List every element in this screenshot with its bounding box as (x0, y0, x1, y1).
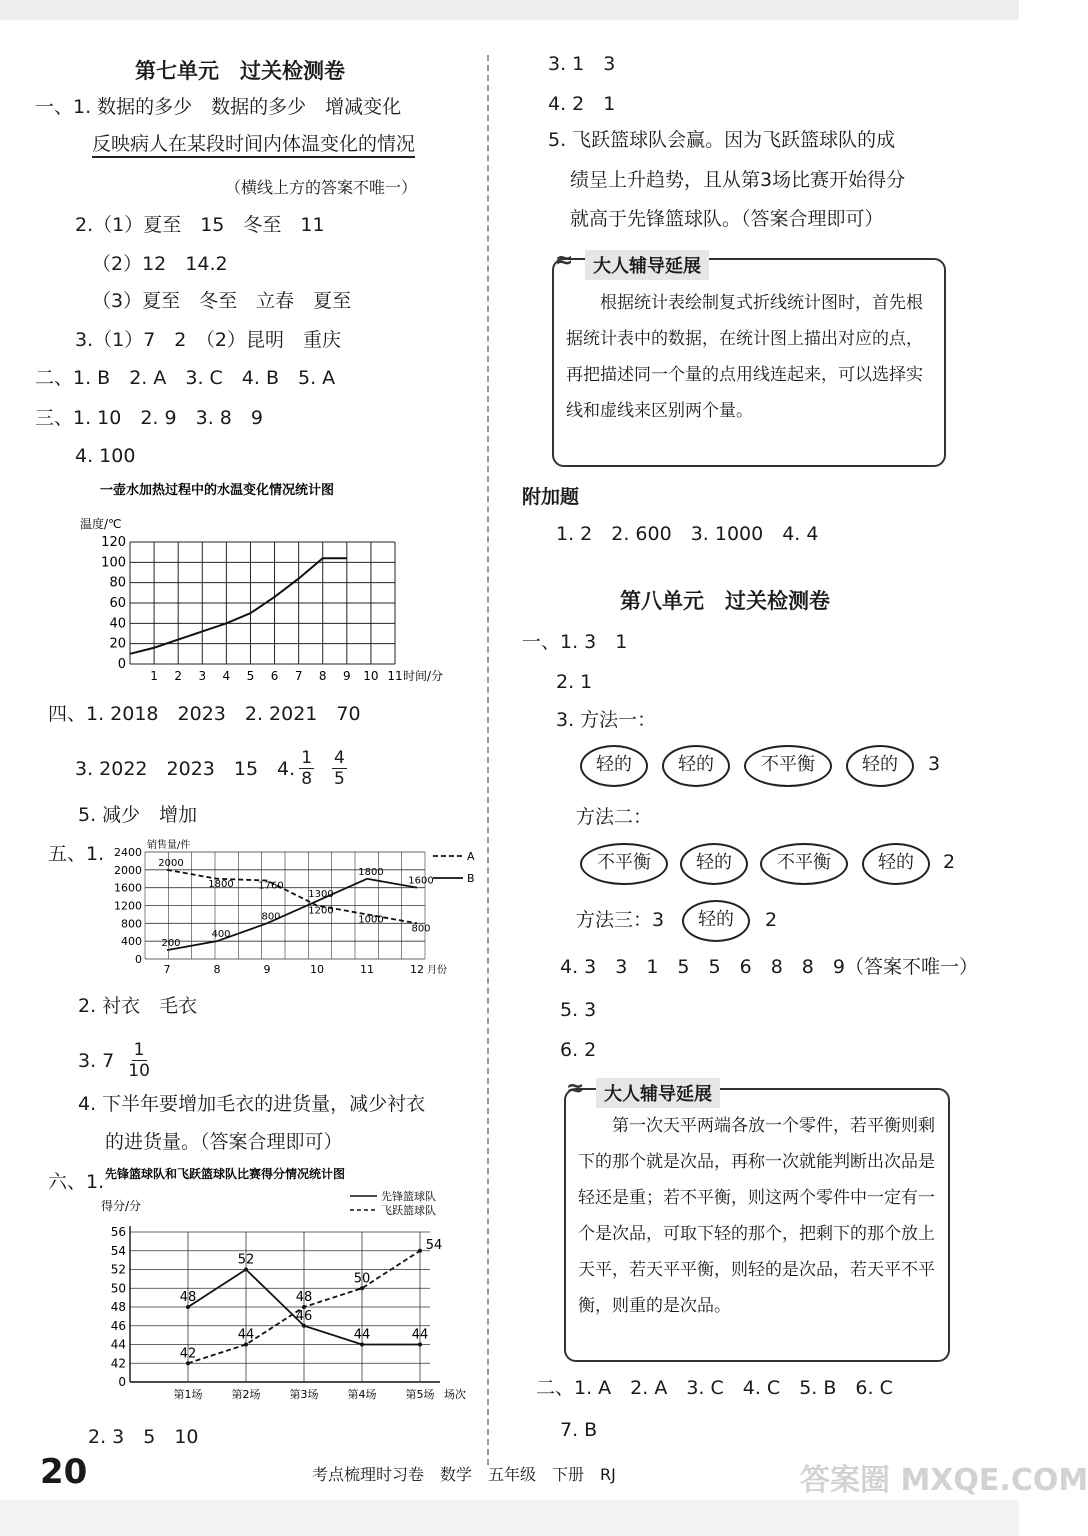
tutor-extension-text-1: 根据统计表绘制复式折线统计图时，首先根据统计表中的数据，在统计图上描出对应的点，再把描述同一个量的点用线连起来，可以选择实线和虚线来区别两个量。 (566, 293, 923, 421)
r-q5c: 就高于先锋篮球队。（答案合理即可） (570, 208, 884, 230)
data-label: 200 (161, 938, 181, 950)
method3-label: 方法三：3 (576, 909, 665, 931)
r-q4: 4. 2 1 (548, 93, 616, 115)
y-tick-label: 80 (109, 575, 126, 591)
fraction-one-tenth (128, 1040, 150, 1081)
data-label: 44 (353, 1327, 371, 1343)
data-label: 1600 (408, 875, 434, 887)
y-tick-label: 120 (101, 535, 126, 550)
r-q5a: 5. 飞跃篮球队会赢。因为飞跃篮球队的成 (548, 129, 896, 151)
data-label: 44 (237, 1327, 255, 1343)
y-tick-label: 44 (110, 1337, 126, 1352)
data-label: 1800 (358, 866, 384, 878)
chart-title: 先锋篮球队和飞跃篮球队比赛得分情况统计图 (105, 1167, 346, 1181)
method1-oval: 轻的 (846, 745, 914, 787)
x-tick-label: 第5场 (405, 1388, 435, 1401)
y-tick-label: 0 (118, 1375, 126, 1389)
s1-q2c: （3）夏至 冬至 立春 夏至 (92, 290, 352, 312)
method3-result: 2 (765, 909, 778, 931)
data-point (360, 1343, 364, 1347)
fraction-denominator: 8 (301, 769, 313, 789)
data-label: 1760 (258, 880, 284, 892)
fraction-numerator: 4 (334, 748, 345, 768)
y-tick-label: 50 (110, 1281, 126, 1296)
y-tick-label: 40 (109, 616, 126, 632)
y-tick-label: 1200 (114, 899, 142, 913)
bottom-border (0, 1500, 1019, 1536)
s5-q3 (78, 1040, 154, 1081)
series-line (130, 558, 347, 654)
s4-q3 (75, 748, 351, 789)
y-axis-label: 销售量/件 (147, 840, 191, 851)
y-tick-label: 60 (109, 596, 126, 611)
u8-q4: 4. 3 3 1 5 5 6 8 8 9（答案不唯一） (560, 956, 978, 978)
legend-label: 飞跃篮球队 (381, 1204, 436, 1217)
u8-q1: 一、1. 3 1 (522, 631, 628, 653)
data-point (302, 1324, 306, 1328)
data-label: 52 (237, 1252, 255, 1268)
y-tick-label: 1600 (114, 881, 142, 895)
y-tick-label: 100 (101, 555, 126, 571)
top-border (0, 0, 1019, 20)
legend-label: B (467, 872, 475, 885)
method2-label: 方法二： (576, 806, 653, 828)
r-q3: 3. 1 3 (548, 53, 616, 75)
s6-q2: 2. 3 5 10 (88, 1426, 199, 1448)
legend-label: A (467, 850, 475, 863)
r-q5b: 绩呈上升趋势，且从第3场比赛开始得分 (570, 169, 906, 191)
s6-label: 六、1. (48, 1171, 105, 1193)
bonus-title: 附加题 (522, 486, 580, 508)
wave-icon: ≈ (566, 1076, 585, 1101)
x-tick-label: 10 (310, 963, 324, 976)
x-tick-label: 8 (318, 669, 327, 683)
wave-icon: ≈ (555, 248, 574, 273)
y-axis-label: 温度/℃ (80, 517, 122, 531)
fraction-denominator: 5 (334, 769, 345, 789)
s1-q3: 3.（1）7 2 （2）昆明 重庆 (75, 329, 341, 351)
data-point (244, 1343, 248, 1347)
data-label: 1000 (358, 914, 384, 926)
y-tick-label: 0 (117, 657, 126, 672)
book-info: 考点梳理时习卷 数学 五年级 下册 RJ (312, 1465, 616, 1484)
u8-q2: 2. 1 (556, 671, 593, 693)
x-tick-label: 第1场 (173, 1388, 203, 1401)
s5-q4b: 的进货量。（答案合理即可） (105, 1131, 343, 1153)
u8-q6: 6. 2 (560, 1039, 597, 1061)
x-tick-label: 11 (360, 963, 374, 976)
x-tick-label: 第4场 (347, 1388, 377, 1401)
tutor-extension-header-2: 大人辅导延展 (596, 1078, 720, 1108)
s1-q1: 一、1. 数据的多少 数据的多少 增减变化 (35, 96, 402, 118)
u8-s2-q7: 7. B (560, 1419, 598, 1441)
y-tick-label: 2400 (114, 846, 142, 859)
method1-result: 3 (928, 753, 941, 775)
unit7-title: 第七单元 过关检测卷 (135, 59, 345, 83)
data-label: 800 (261, 911, 281, 923)
sales-volume-chart (100, 838, 480, 976)
s3-answers: 三、1. 10 2. 9 3. 8 9 (35, 407, 263, 429)
x-tick-label: 9 (263, 963, 271, 976)
s2-answers: 二、1. B 2. A 3. C 4. B 5. A (35, 367, 336, 389)
data-label: 48 (179, 1290, 197, 1305)
y-tick-label: 46 (110, 1318, 126, 1333)
y-tick-label: 400 (121, 935, 142, 949)
tutor-extension-header-1: 大人辅导延展 (585, 250, 709, 280)
s4-q5: 5. 减少 增加 (78, 804, 198, 826)
data-label: 42 (179, 1346, 197, 1362)
x-tick-label: 7 (163, 963, 171, 976)
y-tick-label: 0 (135, 953, 142, 966)
data-label: 2000 (158, 857, 184, 869)
x-tick-label: 6 (270, 669, 279, 683)
data-point (244, 1268, 248, 1272)
s5-q3-text: 3. 7 (78, 1049, 115, 1072)
watermark-logo: 答案圈 MXQE.COM (800, 1463, 1088, 1498)
x-tick-label: 2 (174, 669, 183, 683)
fraction-one-eighth (299, 748, 314, 789)
y-tick-label: 42 (110, 1356, 126, 1371)
method2-oval: 不平衡 (580, 843, 668, 885)
fraction-numerator: 1 (301, 748, 313, 768)
s1-q1-note: （横线上方的答案不唯一） (225, 178, 418, 197)
x-tick-label: 7 (294, 669, 303, 683)
x-axis-label: 时间/分 (403, 669, 444, 683)
method2-result: 2 (943, 851, 956, 873)
y-tick-label: 56 (110, 1225, 126, 1239)
x-axis-label: 场次 (444, 1388, 466, 1401)
data-point (302, 1305, 306, 1309)
x-tick-label: 3 (198, 669, 207, 683)
y-tick-label: 800 (121, 917, 142, 931)
x-tick-label: 4 (222, 669, 231, 683)
fraction-four-fifths (332, 748, 347, 789)
x-axis-label: 月份 (427, 965, 447, 976)
y-tick-label: 48 (110, 1300, 126, 1314)
data-label: 400 (211, 929, 231, 941)
bonus-answers: 1. 2 2. 600 3. 1000 4. 4 (556, 523, 819, 545)
x-tick-label: 10 (363, 669, 379, 683)
tutor-extension-text-2: 第一次天平两端各放一个零件，若平衡则剩下的那个就是次品，再称一次就能判断出次品是轻还是重；若不平衡，则这两个零件中一定有一个是次品，可取下轻的那个，把剩下的那个放上天平，若天平平衡，则轻的是次品，若天平不平衡，则重的是次品。 (578, 1116, 935, 1316)
x-tick-label: 5 (246, 669, 255, 683)
y-tick-label: 20 (109, 636, 126, 652)
x-tick-label: 1 (150, 669, 158, 683)
data-point (186, 1305, 190, 1309)
x-tick-label: 第3场 (289, 1388, 319, 1401)
y-tick-label: 2000 (114, 863, 142, 877)
data-point (418, 1343, 422, 1347)
s3-q4: 4. 100 (75, 445, 136, 467)
s5-label: 五、1. (48, 843, 105, 865)
column-divider (487, 55, 489, 1465)
y-tick-label: 54 (110, 1243, 126, 1258)
data-point (186, 1361, 190, 1365)
s4-q3-text: 3. 2022 2023 15 4. (75, 757, 296, 780)
s1-q1-underlined: 反映病人在某段时间内体温变化的情况 (92, 132, 415, 158)
method3-oval: 轻的 (682, 900, 750, 942)
data-label: 50 (353, 1271, 371, 1287)
x-tick-label: 9 (342, 669, 351, 683)
s1-q2b: （2）12 14.2 (92, 253, 228, 275)
x-tick-label: 第2场 (231, 1388, 261, 1401)
water-temperature-chart (80, 478, 480, 683)
data-label: 1300 (308, 889, 334, 901)
fraction-numerator: 1 (133, 1040, 145, 1060)
s5-q4a: 4. 下半年要增加毛衣的进货量，减少衬衣 (78, 1093, 426, 1115)
y-tick-label: 52 (110, 1262, 126, 1277)
data-label: 800 (411, 923, 431, 935)
method1-oval: 轻的 (580, 745, 648, 787)
page-number: 20 (40, 1452, 88, 1492)
s4-q1: 四、1. 2018 2023 2. 2021 70 (48, 703, 361, 725)
x-tick-label: 11 (387, 669, 403, 683)
s1-q2a: 2.（1）夏至 15 冬至 11 (75, 214, 325, 236)
data-label: 46 (295, 1308, 313, 1324)
x-tick-label: 8 (213, 963, 221, 976)
x-tick-label: 12 (410, 963, 424, 976)
fraction-denominator: 10 (128, 1061, 150, 1081)
method2-oval: 轻的 (680, 843, 748, 885)
unit8-title: 第八单元 过关检测卷 (620, 589, 830, 613)
data-label: 54 (425, 1237, 443, 1253)
method2-oval: 轻的 (862, 843, 930, 885)
u8-q5: 5. 3 (560, 999, 597, 1021)
data-label: 48 (295, 1290, 313, 1305)
u8-q3: 3. 方法一： (556, 709, 657, 731)
legend-label: 先锋篮球队 (381, 1190, 436, 1203)
data-label: 44 (411, 1327, 429, 1343)
data-point (360, 1286, 364, 1290)
y-axis-label: 得分/分 (101, 1199, 142, 1213)
method1-oval: 轻的 (662, 745, 730, 787)
data-label: 1800 (208, 878, 234, 890)
basketball-score-chart (95, 1162, 480, 1412)
method1-oval: 不平衡 (744, 745, 832, 787)
chart-title: 一壶水加热过程中的水温变化情况统计图 (100, 483, 335, 498)
data-point (418, 1249, 422, 1253)
s5-q2: 2. 衬衣 毛衣 (78, 995, 198, 1017)
method2-oval: 不平衡 (760, 843, 848, 885)
u8-s2: 二、1. A 2. A 3. C 4. C 5. B 6. C (536, 1377, 893, 1399)
data-label: 1200 (308, 905, 334, 917)
